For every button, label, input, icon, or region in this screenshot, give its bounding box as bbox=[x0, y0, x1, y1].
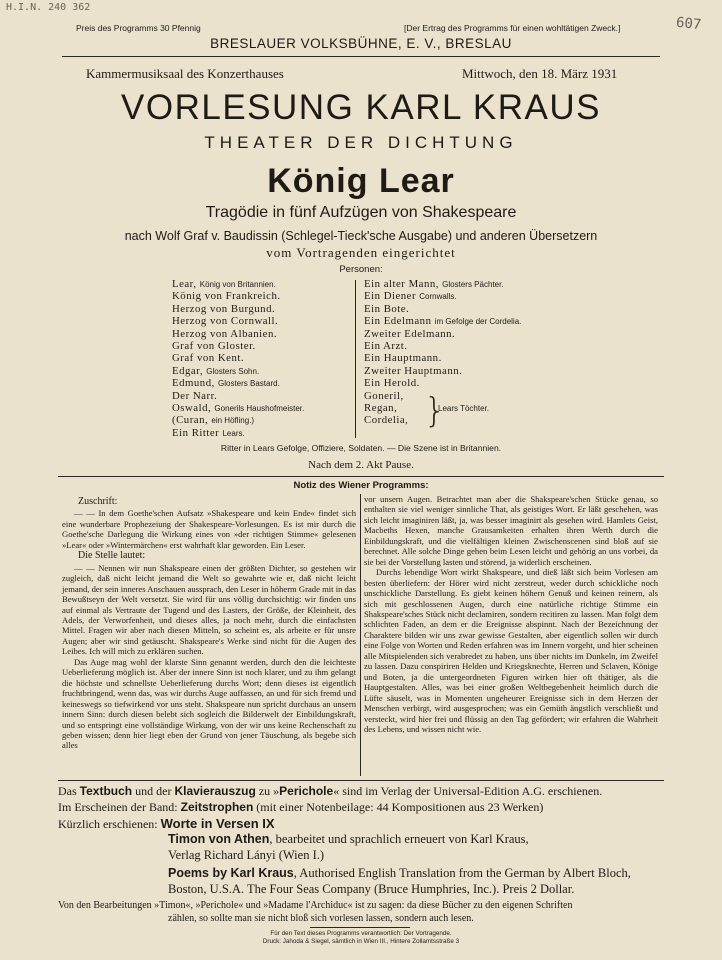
notice-paragraph: Durchs lebendige Wort wirkt Shakspeare, und dieß läßt sich beim Vorlesen am besten überliefern: der Hörer wird nicht zerstreut, weder durch schickliche noch unschickliche Darstellung. Es giebt keinen höhern Genuß und keinen reinern, als sich mit geschlossenen Augen, durch eine natürliche richtige Stimme ein Shakspeare'sches Stück nicht declamiren, sondern recitiren zu lassen. Man folgt dem schlichten Faden, an dem er die Ereignisse abspinnt. Nach der Bezeichnung der Charaktere bilden wir uns zwar gewisse Gestalten, aber eigentlich sollen wir durch eine Folge von Worten und Reden erfahren was im Innern vorgeht, und hier scheinen alle Mitspielenden sich verabredet zu haben, uns über nichts im Dunkeln, im Zweifel zu lassen. Dazu conspiriren Helden und Kriegsknechte, Herren und Sclaven, Könige und Boten, ja die untergeordneten Figuren wirken hier oft thätiger, als die Hauptgestalten. Alles, was bei einer großen Weltbegebenheit heimlich durch die Lüfte säuselt, was in Momenten ungeheurer Ereignisse sich in dem Herzen der Menschen verbirgt, wird ausgesprochen; was ein Gemüth ängstlich verschließt und versteckt, wird hier frei und flüssig an den Tag gefördert; wir erfahren die Wahrheit des Lebens, und wissen nicht wie. bbox=[364, 567, 658, 734]
text-span: König von Britannien. bbox=[199, 280, 276, 289]
footer-responsible: Für den Text dieses Programms verantwortlich: Der Vortragende. bbox=[270, 930, 452, 937]
text-span: Graf von Kent. bbox=[172, 352, 245, 365]
cast-entry bbox=[172, 328, 348, 340]
cast-entry bbox=[364, 303, 564, 315]
text-span: Zweiter Hauptmann. bbox=[364, 364, 463, 377]
text-span: Textbuch bbox=[79, 784, 133, 798]
cast-entry bbox=[172, 290, 348, 302]
text-span: Ein Hauptmann. bbox=[364, 352, 442, 365]
cast-entry bbox=[172, 377, 348, 389]
text-span: Ein Ritter bbox=[172, 426, 220, 439]
cast-entry bbox=[364, 352, 564, 364]
rule-top bbox=[62, 56, 660, 57]
cast-divider bbox=[355, 280, 356, 438]
price-note: Preis des Programms 30 Pfennig bbox=[76, 23, 201, 33]
notice-paragraph: — — In dem Goethe'schen Aufsatz »Shakespeare und kein Ende« findet sich eine wunderbare Prophezeiung der Shakespeare-Vorlesungen. Es ist mir durch die Goethe'sche Darlegung die Wirkung eines von »der richtigen Stimme« gelesenen »Lear« oder »Wintermärchen« erst wahrhaft klar geworden. Ein Leser. bbox=[62, 508, 356, 550]
brace: } bbox=[424, 391, 446, 431]
venue: Kammermusiksaal des Konzerthauses bbox=[86, 66, 284, 81]
text-span: Ein Diener bbox=[364, 290, 417, 303]
purpose-note: [Der Ertrag des Programms für einen wohltätigen Zweck.] bbox=[404, 23, 621, 33]
text-span: im Gefolge der Cordelia. bbox=[434, 317, 522, 327]
text-span: ein Höfling.) bbox=[211, 416, 255, 426]
text-span: , bearbeitet und sprachlich erneuert von Karl Kraus, bbox=[269, 832, 529, 846]
cast-list-left bbox=[172, 278, 348, 439]
pause-note: Nach dem 2. Akt Pause. bbox=[308, 459, 414, 471]
notice-heading: Notiz des Wiener Programms: bbox=[293, 480, 429, 491]
text-span: Der Narr. bbox=[172, 389, 218, 402]
notice-paragraph: — — Nennen wir nun Shakspeare einen der größten Dichter, so gestehen wir zugleich, daß nicht leicht jemand die Welt so gewahrte wie er, daß nicht leicht jemand, der sein inneres Anschauen aussprach, den Leser in höherm Grade mit in das Bewußtseyn der Welt versetzt. Sie wird für uns völlig durchsichtig: wir finden uns auf einmal als Vertraute der Tugend und des Lasters, der Größe, der Kleinheit, des Adels, der Verworfenheit, und dieses alles, ja noch mehr, durch die einfachsten Mittel. Fragen wir aber nach diesen Mitteln, so scheint es, als arbeite er für unsre Augen; aber wir sind getäuscht. Shakspeare's Werke sind nicht für die Augen des Leibes. Ich will mich zu erklären suchen. bbox=[62, 562, 356, 657]
text-span: Klavierauszug bbox=[174, 784, 256, 798]
text-span: Gonerils Haushofmeister. bbox=[214, 403, 305, 413]
cast-entry bbox=[364, 377, 564, 389]
cast-entry bbox=[172, 315, 348, 327]
publication-note: zählen, so sollte man sie nicht bloß sich vorlesen lassen, sondern auch lesen. bbox=[168, 913, 474, 924]
text-span: Herzog von Albanien. bbox=[172, 327, 278, 340]
publication-line bbox=[168, 832, 722, 847]
cast-entry bbox=[364, 365, 564, 377]
text-span: Glosters Bastard. bbox=[218, 379, 280, 389]
notice-subheading: Zuschrift: bbox=[78, 496, 118, 507]
text-span: (Curan, bbox=[172, 414, 209, 427]
text-span: Glosters Sohn. bbox=[206, 366, 260, 376]
cast-entry bbox=[364, 328, 564, 340]
cast-entry bbox=[364, 414, 564, 426]
notice-paragraph: vor unsern Augen. Betrachtet man aber die Shakspeare'schen Stücke genau, so enthalten sie viel weniger sinnliche That, als geistiges Wort. Er läßt geschehen, was sich leicht imaginiren läßt, ja, was besser imaginirt als gesehen wird. Hamlets Geist, Macbeths Hexen, manche Grausamkeiten erhalten ihren Werth durch die Einbildungskraft, und die vielfältigen kleinen Zwischenscenen sind bloß auf sie berechnet. Alle solche Dinge gehen beim Lesen leicht und gehörig an uns vorbei, da sie bei der Vorstellung lasten und störend, ja widerlich erscheinen. bbox=[364, 494, 658, 567]
text-span: Graf von Gloster. bbox=[172, 339, 256, 352]
rule-notice-top bbox=[58, 476, 664, 477]
arranged-note: vom Vortragenden eingerichtet bbox=[266, 245, 456, 260]
text-span: Ein Edelmann bbox=[364, 315, 432, 328]
text-span: Poems by Karl Kraus bbox=[168, 866, 294, 880]
cast-entry bbox=[172, 340, 348, 352]
text-span: Glosters Pächter. bbox=[442, 280, 504, 289]
text-span: Zweiter Edelmann. bbox=[364, 327, 456, 340]
cast-entry bbox=[172, 390, 348, 402]
notice-subheading: Die Stelle lautet: bbox=[78, 550, 146, 562]
cast-entry bbox=[364, 340, 564, 352]
publication-line bbox=[58, 784, 658, 799]
text-span: Lear, bbox=[172, 278, 197, 290]
cast-entry bbox=[172, 278, 348, 290]
play-genre: Tragödie in fünf Aufzügen von Shakespeare bbox=[205, 204, 517, 221]
text-span: Das bbox=[58, 784, 80, 798]
cast-entry bbox=[172, 402, 348, 414]
rule-footer bbox=[310, 927, 410, 928]
text-span: Edgar, bbox=[172, 364, 204, 377]
text-span: Regan, bbox=[364, 401, 398, 414]
footer-printer: Druck: Jahoda & Siegel, sämtlich in Wien III., Hintere Zollamtsstraße 3 bbox=[262, 938, 460, 945]
text-span: Oswald, bbox=[172, 401, 212, 414]
column-divider bbox=[360, 494, 361, 776]
text-span: und der bbox=[132, 784, 175, 798]
cast-entry bbox=[172, 414, 348, 426]
archive-signature: H.I.N. 240 362 bbox=[6, 2, 91, 13]
cast-entry bbox=[364, 315, 564, 327]
text-span: Im Erscheinen der Band: bbox=[58, 800, 181, 814]
text-span: Lears. bbox=[222, 428, 245, 438]
folio-number: 607 bbox=[675, 14, 703, 34]
text-span: Goneril, bbox=[364, 389, 404, 402]
play-title: König Lear bbox=[267, 162, 455, 200]
event-date: Mittwoch, den 18. März 1931 bbox=[462, 66, 618, 81]
cast-entry bbox=[364, 390, 564, 402]
publication-line bbox=[58, 800, 658, 815]
text-span: Ein Bote. bbox=[364, 302, 410, 315]
notice-column-left bbox=[62, 496, 356, 751]
text-span: Ein Herold. bbox=[364, 377, 420, 390]
rule-bottom bbox=[58, 780, 664, 781]
publication-line bbox=[58, 816, 658, 832]
text-span: Kürzlich erschienen: bbox=[58, 817, 161, 831]
text-span: Herzog von Cornwall. bbox=[172, 315, 279, 328]
daughters-note: Lears Töchter. bbox=[438, 404, 489, 413]
cast-entry bbox=[364, 278, 564, 290]
cast-entry bbox=[172, 352, 348, 364]
text-span: Ein alter Mann, bbox=[364, 278, 439, 290]
text-span: Worte in Versen IX bbox=[160, 816, 275, 831]
text-span: (mit einer Notenbeilage: 44 Kompositionen aus 23 Werken) bbox=[253, 800, 544, 814]
publication-line bbox=[168, 866, 722, 881]
cast-entry bbox=[172, 427, 348, 439]
text-span: « sind im Verlag der Universal-Edition A.G. erschienen. bbox=[333, 784, 603, 798]
text-span: Cordelia, bbox=[364, 414, 409, 427]
cast-entry bbox=[364, 290, 564, 302]
notice-paragraph: Das Auge mag wohl der klarste Sinn genannt werden, durch den die leichteste Ueberlieferung möglich ist. Aber der innere Sinn ist noch klarer, und zu ihm gelangt die höchste und schnellste Ueberlieferung durchs Wort; denn dieses ist eigentlich fruchtbringend, wenn das, was wir durchs Auge auffassen, an und für sich fremd und keineswegs so tiefwirkend vor uns steht. Shakspeare nun spricht durchaus an unsern innern Sinn: durch diesen belebt sich sogleich die Bilderwelt der Einbildungskraft, und so entspringt eine vollständige Wirkung, von der wir uns keine Rechenschaft zu geben wissen; denn hier liegt eben der Grund von jener Täuschung, als begebe sich alles bbox=[62, 656, 356, 751]
translation-note: nach Wolf Graf v. Baudissin (Schlegel-Tieck'sche Ausgabe) und anderen Übersetzern bbox=[124, 229, 598, 243]
text-span: Zeitstrophen bbox=[180, 800, 254, 814]
publication-note: Von den Bearbeitungen »Timon«, »Perichole« und »Madame l'Archiduc« ist zu sagen: da diese Bücher zu den eigenen Schriften bbox=[58, 900, 573, 911]
publication-line: Verlag Richard Lányi (Wien I.) bbox=[168, 848, 325, 862]
subtitle: THEATER DER DICHTUNG bbox=[204, 133, 518, 152]
text-span: Timon von Athen bbox=[168, 832, 270, 846]
cast-extras: Ritter in Lears Gefolge, Offiziere, Soldaten. — Die Szene ist in Britannien. bbox=[220, 443, 502, 453]
text-span: Edmund, bbox=[172, 377, 215, 390]
text-span: Cornwalls. bbox=[419, 292, 457, 302]
page-title: VORLESUNG KARL KRAUS bbox=[121, 88, 601, 127]
text-span: Ein Arzt. bbox=[364, 339, 408, 352]
notice-column-right bbox=[364, 494, 658, 734]
text-span: Herzog von Burgund. bbox=[172, 302, 276, 315]
cast-entry bbox=[172, 303, 348, 315]
cast-heading: Personen: bbox=[339, 264, 383, 275]
publication-line: Boston, U.S.A. The Four Seas Company (Bruce Humphries, Inc.). Preis 2 Dollar. bbox=[168, 882, 575, 896]
text-span: zu » bbox=[255, 784, 280, 798]
organizer: BRESLAUER VOLKSBÜHNE, E. V., BRESLAU bbox=[210, 36, 512, 51]
text-span: Perichole bbox=[279, 784, 334, 798]
text-span: , Authorised English Translation from the German by Albert Bloch, bbox=[293, 866, 631, 880]
text-span: König von Frankreich. bbox=[172, 290, 281, 303]
cast-entry bbox=[172, 365, 348, 377]
